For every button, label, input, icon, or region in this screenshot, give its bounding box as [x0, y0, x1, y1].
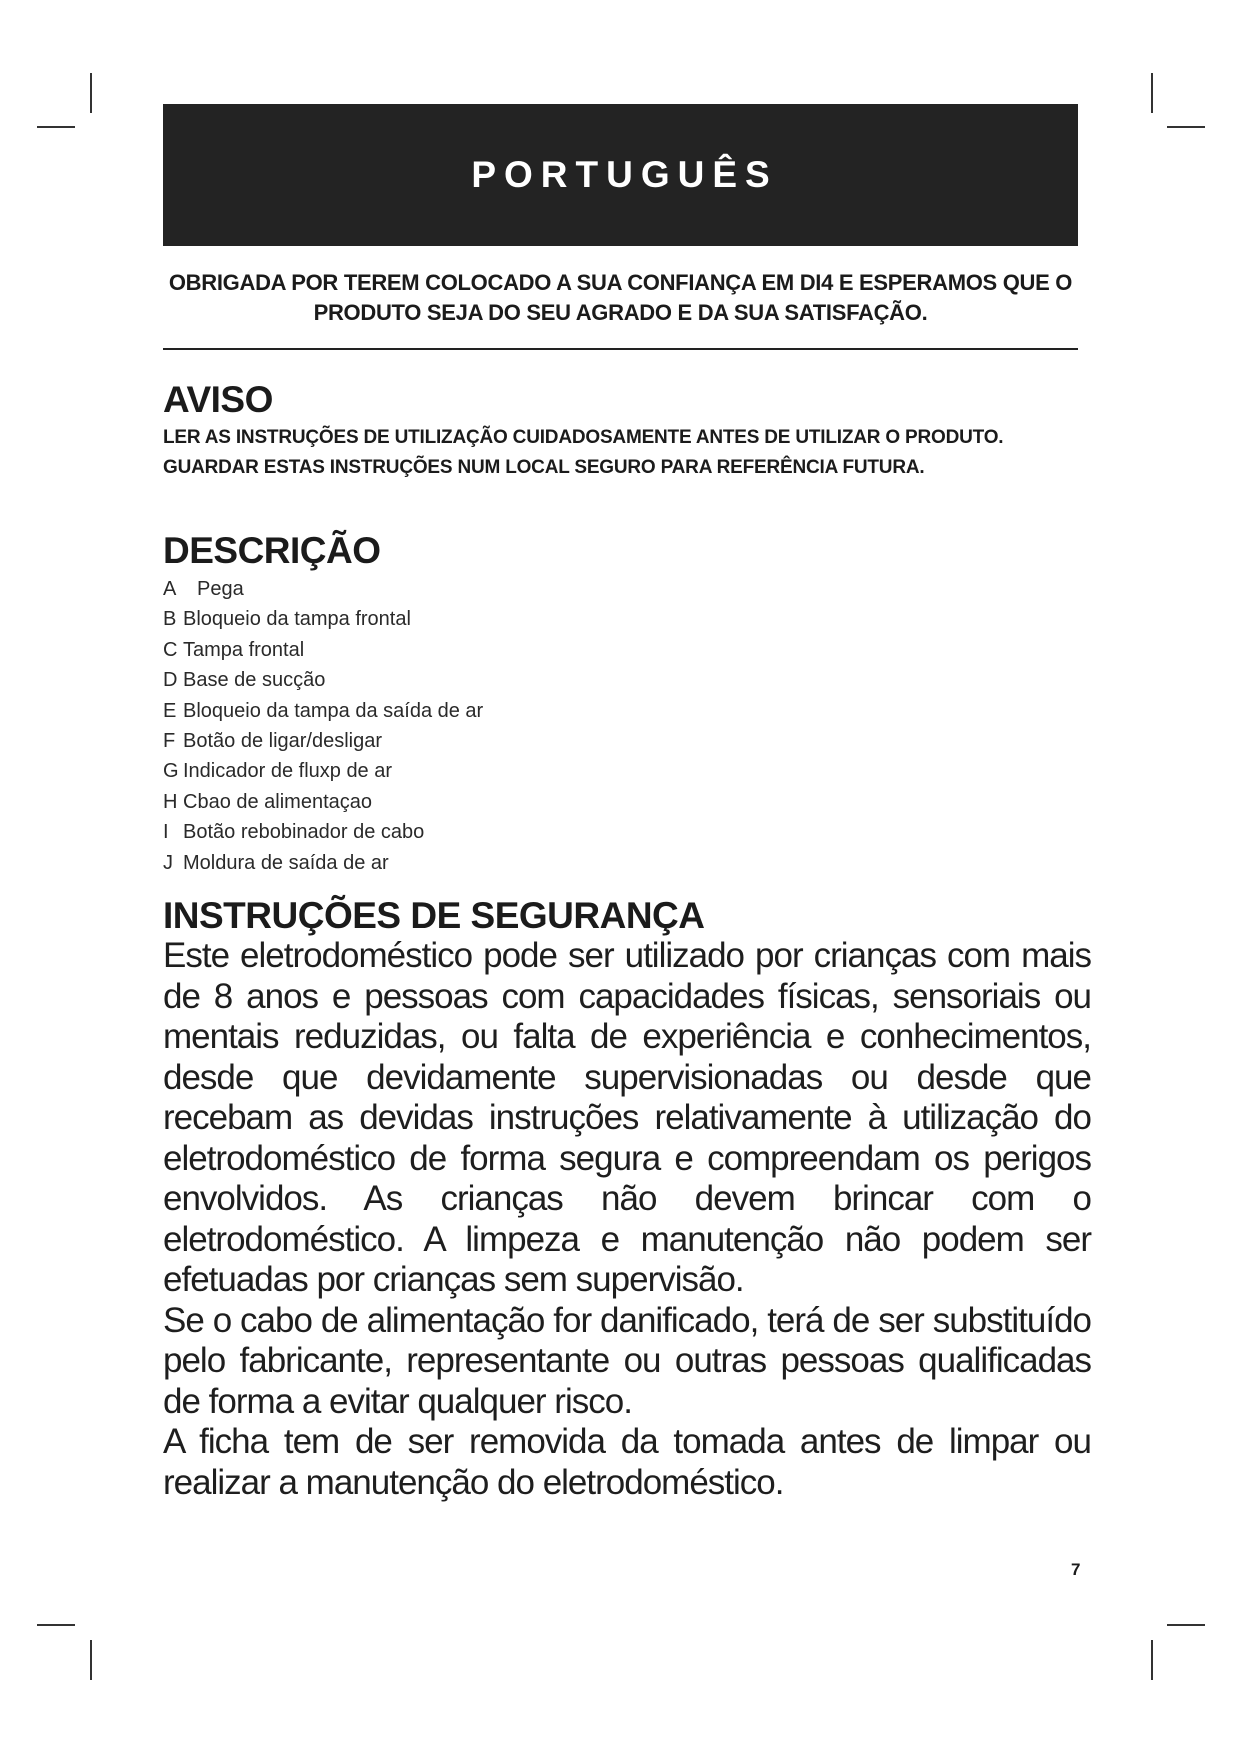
part-letter: F [163, 730, 176, 753]
list-item [163, 848, 483, 878]
warning-text [163, 423, 1093, 483]
crop-mark [1151, 1640, 1153, 1680]
divider [163, 348, 1078, 350]
warning-line: GUARDAR ESTAS INSTRUÇÕES NUM LOCAL SEGURO PARA REFERÊNCIA FUTURA. [163, 457, 925, 478]
thank-you-message [163, 268, 1078, 328]
crop-mark [1151, 73, 1153, 113]
part-label: Base de sucção [183, 669, 326, 692]
safety-paragraph: Este eletrodoméstico pode ser utilizado por crianças com mais de 8 anos e pessoas com capacidades físicas, sensoriais ou mentais reduzidas, ou falta de experiência e conhecimentos, desde que devidamente supervisionadas ou desde que recebam as devidas instruções relativamente à utilização do eletrodoméstico de forma segura e compreendam os perigos envolvidos. As crianças não devem brincar com o eletrodoméstico. A limpeza e manutenção não podem ser efetuadas por crianças sem supervisão. [163, 936, 1091, 1299]
list-item [163, 817, 483, 847]
list-item [163, 696, 483, 726]
part-letter: I [163, 821, 169, 844]
list-item [163, 726, 483, 756]
safety-paragraph: A ficha tem de ser removida da tomada antes de limpar ou realizar a manutenção do eletrodoméstico. [163, 1422, 1091, 1502]
thank-you-line: PRODUTO SEJA DO SEU AGRADO E DA SUA SATISFAÇÃO. [313, 300, 928, 325]
part-label: Tampa frontal [183, 638, 305, 661]
safety-instructions [163, 936, 1091, 1503]
part-label: Bloqueio da tampa da saída de ar [183, 699, 484, 722]
crop-mark [90, 1640, 92, 1680]
list-item [163, 635, 483, 665]
part-label: Indicador de fluxp de ar [183, 760, 393, 783]
description-heading: DESCRIÇÃO [163, 530, 381, 571]
list-item [163, 604, 483, 634]
part-label: Pega [197, 578, 244, 600]
part-label: Botão rebobinador de cabo [183, 821, 425, 844]
part-letter: H [163, 790, 178, 813]
warning-line: LER AS INSTRUÇÕES DE UTILIZAÇÃO CUIDADOSAMENTE ANTES DE UTILIZAR O PRODUTO. [163, 427, 1004, 448]
crop-mark [37, 1624, 75, 1626]
list-item [163, 665, 483, 695]
part-label: Bloqueio da tampa frontal [183, 608, 411, 631]
list-item [163, 787, 483, 817]
thank-you-line: OBRIGADA POR TEREM COLOCADO A SUA CONFIANÇA EM DI4 E ESPERAMOS QUE O [168, 270, 1073, 295]
page-number: 7 [1071, 1560, 1081, 1579]
part-label: Botão de ligar/desligar [183, 730, 383, 753]
crop-mark [1167, 1624, 1205, 1626]
part-letter: D [163, 669, 178, 692]
safety-heading: INSTRUÇÕES DE SEGURANÇA [163, 895, 705, 936]
crop-mark [90, 73, 92, 113]
warning-heading: AVISO [163, 379, 273, 420]
part-letter: J [163, 851, 173, 874]
part-letter: A [163, 578, 177, 600]
list-item [163, 756, 483, 786]
language-banner [163, 104, 1078, 246]
part-letter: G [163, 760, 179, 783]
banner-title: PORTUGUÊS [471, 154, 778, 195]
list-item [163, 574, 483, 604]
crop-mark [1167, 126, 1205, 128]
safety-paragraph: Se o cabo de alimentação for danificado, terá de ser substituído pelo fabricante, representante ou outras pessoas qualificadas de forma a evitar qualquer risco. [163, 1300, 1091, 1421]
part-letter: E [163, 699, 177, 722]
part-label: Cbao de alimentaçao [183, 790, 373, 813]
part-letter: B [163, 608, 177, 631]
part-letter: C [163, 638, 178, 661]
part-label: Moldura de saída de ar [183, 851, 389, 874]
parts-list [163, 574, 483, 878]
crop-mark [37, 126, 75, 128]
